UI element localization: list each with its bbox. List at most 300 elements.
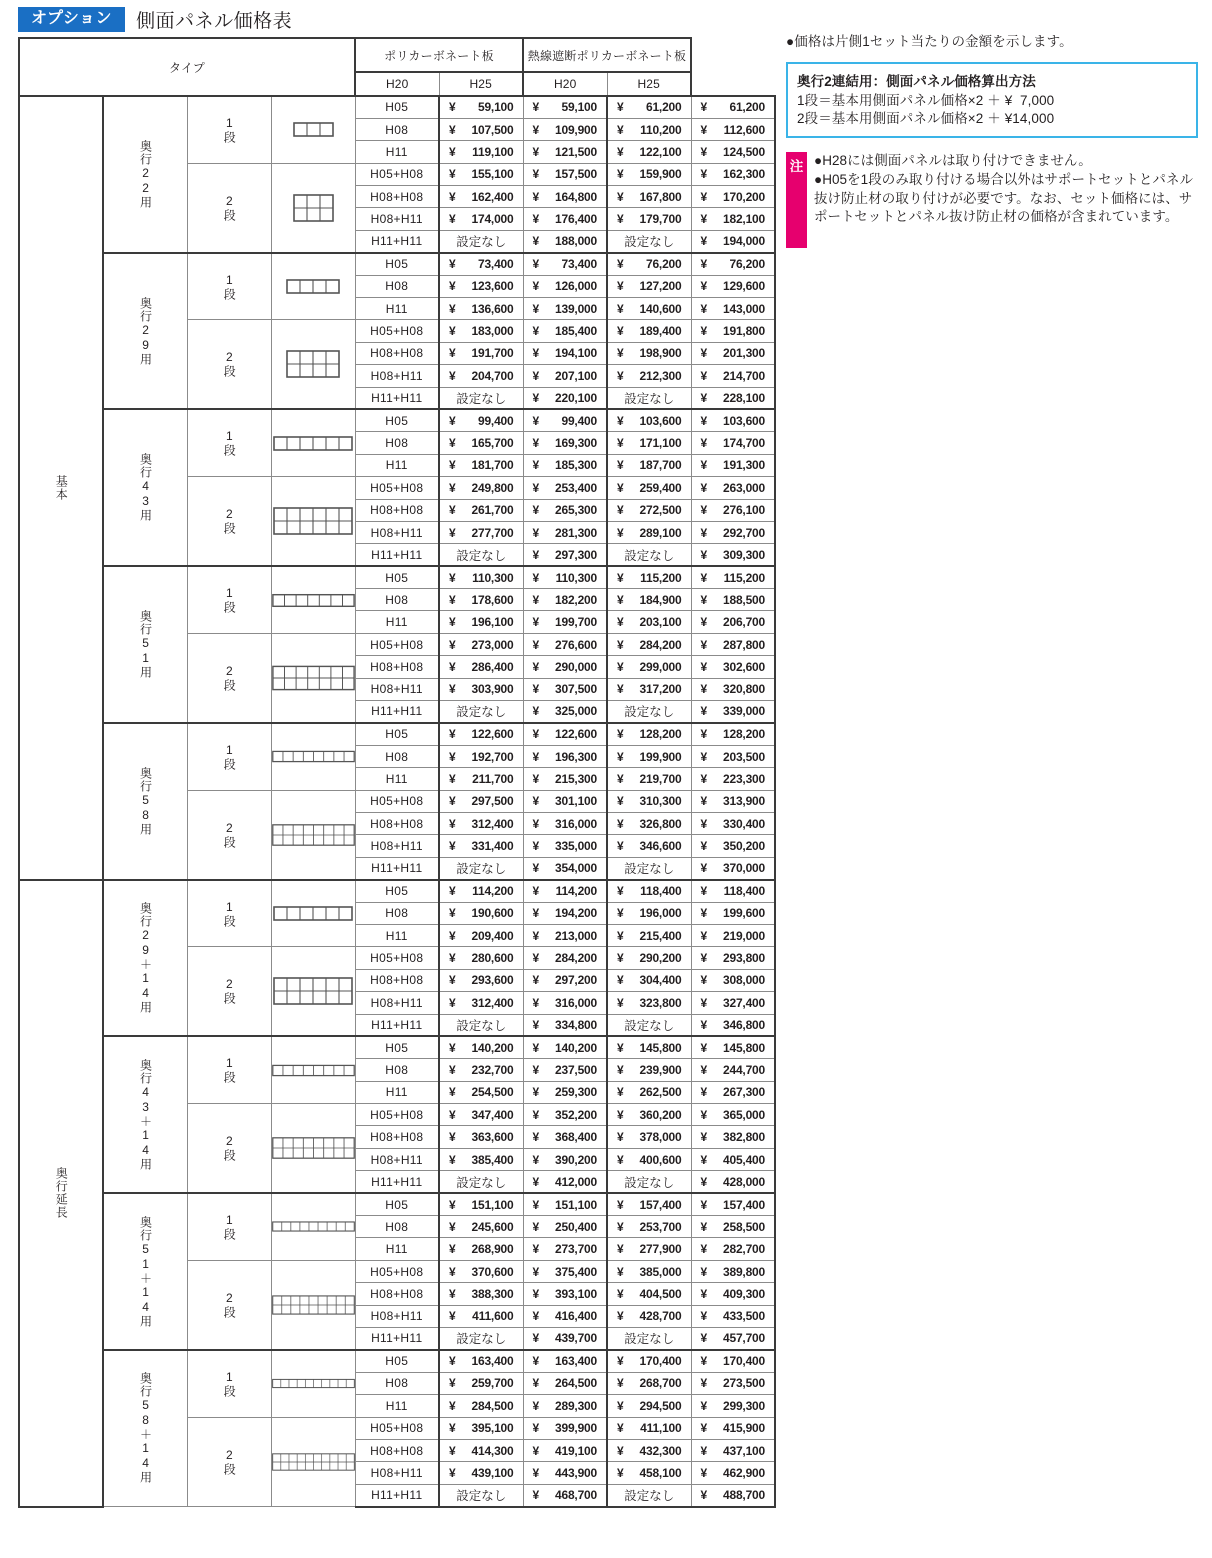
price-cell bbox=[439, 118, 523, 140]
yen-symbol: ¥ bbox=[532, 458, 540, 473]
yen-symbol: ¥ bbox=[700, 1466, 708, 1481]
table-row bbox=[19, 566, 775, 588]
price-amount: 114,200 bbox=[472, 884, 514, 899]
price-cell bbox=[523, 857, 607, 879]
yen-symbol: ¥ bbox=[532, 1040, 540, 1055]
price-cell bbox=[439, 768, 523, 790]
calculation-box-title: 奥行2連結用：側面パネル価格算出方法 bbox=[797, 73, 1036, 89]
price-amount: 181,700 bbox=[471, 458, 514, 473]
height-code-cell: H05 bbox=[355, 409, 439, 431]
yen-symbol: ¥ bbox=[532, 839, 540, 854]
price-cell bbox=[523, 118, 607, 140]
price-amount: 145,800 bbox=[723, 1040, 765, 1055]
price-cell bbox=[439, 633, 523, 655]
panel-grid-icon bbox=[272, 507, 355, 535]
price-cell bbox=[439, 521, 523, 543]
price-cell-unavailable bbox=[439, 857, 523, 879]
no-setting-label: 設定なし bbox=[456, 548, 507, 563]
price-cell bbox=[607, 118, 691, 140]
height-code-cell: H05 bbox=[355, 880, 439, 902]
height-code-cell: H05 bbox=[355, 566, 439, 588]
height-code-cell: H11 bbox=[355, 454, 439, 476]
yen-symbol: ¥ bbox=[532, 1466, 540, 1481]
caution-item bbox=[814, 152, 1198, 171]
price-cell bbox=[523, 1014, 607, 1036]
price-cell bbox=[439, 208, 523, 230]
price-cell bbox=[523, 1238, 607, 1260]
price-cell bbox=[607, 947, 691, 969]
price-cell bbox=[523, 589, 607, 611]
yen-symbol: ¥ bbox=[532, 436, 540, 451]
price-cell bbox=[523, 1171, 607, 1193]
price-cell bbox=[691, 320, 775, 342]
depth-label-cell: 奥行58＋14用 bbox=[103, 1350, 187, 1507]
price-amount: 405,400 bbox=[723, 1152, 765, 1167]
height-code-cell: H05+H08 bbox=[355, 1104, 439, 1126]
yen-symbol: ¥ bbox=[617, 212, 624, 227]
price-cell bbox=[439, 656, 523, 678]
height-code-cell: H05 bbox=[355, 1350, 439, 1372]
price-amount: 170,200 bbox=[723, 189, 765, 204]
panel-figure-1dan bbox=[271, 1036, 355, 1103]
depth-label-cell: 奥行51＋14用 bbox=[103, 1193, 187, 1350]
price-amount: 267,300 bbox=[723, 1085, 765, 1100]
price-cell bbox=[607, 409, 691, 431]
price-amount: 265,300 bbox=[555, 503, 597, 518]
yen-symbol: ¥ bbox=[449, 458, 456, 473]
price-cell bbox=[691, 992, 775, 1014]
price-cell bbox=[691, 1104, 775, 1126]
yen-symbol: ¥ bbox=[617, 884, 624, 899]
yen-symbol: ¥ bbox=[700, 973, 708, 988]
price-cell bbox=[523, 477, 607, 499]
price-cell bbox=[523, 813, 607, 835]
yen-symbol: ¥ bbox=[449, 413, 456, 428]
price-amount: 185,400 bbox=[555, 324, 597, 339]
price-cell bbox=[691, 342, 775, 364]
price-amount: 433,500 bbox=[723, 1309, 765, 1324]
yen-symbol: ¥ bbox=[700, 995, 708, 1010]
yen-symbol: ¥ bbox=[617, 973, 624, 988]
price-cell bbox=[691, 409, 775, 431]
yen-symbol: ¥ bbox=[617, 257, 624, 272]
price-cell bbox=[691, 701, 775, 723]
price-cell bbox=[439, 1193, 523, 1215]
price-cell bbox=[691, 118, 775, 140]
yen-symbol: ¥ bbox=[617, 436, 624, 451]
price-cell bbox=[439, 589, 523, 611]
price-cell bbox=[439, 365, 523, 387]
price-amount: 443,900 bbox=[555, 1466, 597, 1481]
yen-symbol: ¥ bbox=[532, 928, 540, 943]
height-code-cell: H11 bbox=[355, 298, 439, 320]
panel-grid-icon bbox=[272, 436, 355, 451]
price-cell bbox=[607, 924, 691, 946]
yen-symbol: ¥ bbox=[449, 1062, 456, 1077]
price-amount: 432,300 bbox=[639, 1443, 682, 1458]
price-amount: 223,300 bbox=[723, 771, 765, 786]
yen-symbol: ¥ bbox=[532, 1174, 540, 1189]
price-cell bbox=[691, 1036, 775, 1058]
price-cell bbox=[691, 1283, 775, 1305]
price-amount: 307,500 bbox=[555, 682, 597, 697]
price-cell bbox=[691, 1462, 775, 1484]
price-cell bbox=[607, 1081, 691, 1103]
tier-label-cell: 1段 bbox=[187, 1193, 271, 1260]
yen-symbol: ¥ bbox=[532, 1421, 540, 1436]
price-amount: 220,100 bbox=[555, 391, 597, 406]
yen-symbol: ¥ bbox=[700, 413, 708, 428]
price-amount: 109,900 bbox=[555, 122, 597, 137]
yen-symbol: ¥ bbox=[617, 659, 624, 674]
price-cell bbox=[523, 1216, 607, 1238]
yen-symbol: ¥ bbox=[700, 928, 708, 943]
height-code-cell: H08 bbox=[355, 275, 439, 297]
price-cell bbox=[691, 813, 775, 835]
yen-symbol: ¥ bbox=[617, 1130, 624, 1145]
price-amount: 99,400 bbox=[561, 413, 597, 428]
tier-label-cell: 2段 bbox=[187, 633, 271, 723]
price-cell bbox=[523, 566, 607, 588]
yen-symbol: ¥ bbox=[449, 637, 456, 652]
height-code-cell: H05+H08 bbox=[355, 163, 439, 185]
calculation-line-2dan: 2段＝基本用側面パネル価格×2 ＋ ¥14,000 bbox=[797, 111, 1055, 127]
depth-label-cell: 奥行58用 bbox=[103, 723, 187, 880]
price-cell bbox=[523, 208, 607, 230]
price-amount: 170,400 bbox=[639, 1354, 682, 1369]
price-cell bbox=[691, 1327, 775, 1349]
tier-label-cell: 2段 bbox=[187, 947, 271, 1037]
price-cell bbox=[691, 1439, 775, 1461]
yen-symbol: ¥ bbox=[617, 1085, 624, 1100]
yen-symbol: ¥ bbox=[532, 1062, 540, 1077]
height-code-cell: H05+H08 bbox=[355, 790, 439, 812]
price-cell bbox=[691, 768, 775, 790]
yen-symbol: ¥ bbox=[449, 995, 456, 1010]
height-code-cell: H08+H08 bbox=[355, 186, 439, 208]
yen-symbol: ¥ bbox=[449, 592, 456, 607]
yen-symbol: ¥ bbox=[617, 324, 624, 339]
price-cell bbox=[691, 477, 775, 499]
price-amount: 103,600 bbox=[723, 413, 765, 428]
panel-grid-icon bbox=[272, 1219, 355, 1234]
yen-symbol: ¥ bbox=[449, 839, 456, 854]
price-cell bbox=[607, 1417, 691, 1439]
yen-symbol: ¥ bbox=[532, 1443, 540, 1458]
price-amount: 190,600 bbox=[471, 906, 514, 921]
yen-symbol: ¥ bbox=[617, 413, 624, 428]
height-code-cell: H05 bbox=[355, 1193, 439, 1215]
price-cell-unavailable bbox=[439, 230, 523, 252]
price-cell bbox=[691, 924, 775, 946]
yen-symbol: ¥ bbox=[617, 1376, 624, 1391]
price-cell bbox=[523, 611, 607, 633]
yen-symbol: ¥ bbox=[617, 951, 624, 966]
price-cell bbox=[439, 992, 523, 1014]
price-amount: 203,500 bbox=[723, 749, 765, 764]
price-amount: 59,100 bbox=[561, 100, 597, 115]
height-code-cell: H08+H11 bbox=[355, 521, 439, 543]
price-amount: 313,900 bbox=[723, 794, 765, 809]
price-amount: 191,300 bbox=[723, 458, 765, 473]
yen-symbol: ¥ bbox=[532, 727, 540, 742]
panel-figure-1dan bbox=[271, 96, 355, 163]
price-cell bbox=[691, 230, 775, 252]
height-code-cell: H11+H11 bbox=[355, 1014, 439, 1036]
price-cell bbox=[523, 701, 607, 723]
yen-symbol: ¥ bbox=[532, 749, 540, 764]
yen-symbol: ¥ bbox=[617, 682, 624, 697]
price-amount: 214,700 bbox=[723, 368, 765, 383]
price-amount: 129,600 bbox=[723, 279, 765, 294]
price-amount: 316,000 bbox=[555, 816, 597, 831]
price-cell bbox=[691, 275, 775, 297]
yen-symbol: ¥ bbox=[700, 570, 708, 585]
yen-symbol: ¥ bbox=[617, 816, 624, 831]
price-amount: 299,000 bbox=[639, 659, 682, 674]
price-cell bbox=[523, 320, 607, 342]
no-setting-label: 設定なし bbox=[624, 392, 675, 407]
price-cell bbox=[691, 253, 775, 275]
height-code-cell: H08+H11 bbox=[355, 1462, 439, 1484]
yen-symbol: ¥ bbox=[700, 771, 708, 786]
panel-grid-icon bbox=[272, 122, 355, 137]
table-head bbox=[19, 38, 775, 96]
price-cell bbox=[691, 790, 775, 812]
height-code-cell: H11+H11 bbox=[355, 230, 439, 252]
height-code-cell: H08+H11 bbox=[355, 678, 439, 700]
table-row bbox=[19, 723, 775, 745]
yen-symbol: ¥ bbox=[617, 592, 624, 607]
price-amount: 59,100 bbox=[477, 100, 514, 115]
price-cell bbox=[607, 1104, 691, 1126]
price-cell bbox=[523, 409, 607, 431]
price-amount: 219,700 bbox=[639, 771, 682, 786]
price-amount: 388,300 bbox=[471, 1286, 514, 1301]
calculation-line-1dan: 1段＝基本用側面パネル価格×2 ＋ ¥ 7,000 bbox=[797, 92, 1055, 108]
yen-symbol: ¥ bbox=[617, 144, 624, 159]
height-code-cell: H08 bbox=[355, 118, 439, 140]
yen-symbol: ¥ bbox=[532, 1107, 540, 1122]
table-header-row-1 bbox=[19, 38, 775, 72]
yen-symbol: ¥ bbox=[700, 503, 708, 518]
price-amount: 211,700 bbox=[472, 771, 514, 786]
price-cell bbox=[523, 298, 607, 320]
price-amount: 385,000 bbox=[639, 1264, 682, 1279]
panel-grid-icon bbox=[272, 977, 355, 1005]
height-code-cell: H08+H08 bbox=[355, 656, 439, 678]
yen-symbol: ¥ bbox=[617, 100, 624, 115]
price-amount: 201,300 bbox=[723, 346, 765, 361]
yen-symbol: ¥ bbox=[532, 995, 540, 1010]
price-cell bbox=[607, 1439, 691, 1461]
price-cell-unavailable bbox=[439, 701, 523, 723]
price-cell bbox=[691, 141, 775, 163]
yen-symbol: ¥ bbox=[532, 1152, 540, 1167]
yen-symbol: ¥ bbox=[617, 1107, 624, 1122]
yen-symbol: ¥ bbox=[700, 1286, 708, 1301]
panel-figure-1dan bbox=[271, 409, 355, 476]
yen-symbol: ¥ bbox=[700, 951, 708, 966]
price-amount: 273,500 bbox=[723, 1376, 765, 1391]
yen-symbol: ¥ bbox=[449, 1443, 456, 1458]
price-cell bbox=[607, 790, 691, 812]
yen-symbol: ¥ bbox=[700, 906, 708, 921]
price-amount: 293,800 bbox=[723, 951, 765, 966]
depth-label-cell: 奥行51用 bbox=[103, 566, 187, 723]
price-cell bbox=[691, 835, 775, 857]
price-cell bbox=[439, 1104, 523, 1126]
height-code-cell: H08+H11 bbox=[355, 1148, 439, 1170]
yen-symbol: ¥ bbox=[449, 749, 456, 764]
price-cell-unavailable bbox=[607, 701, 691, 723]
height-code-cell: H11+H11 bbox=[355, 1327, 439, 1349]
tier-label-cell: 1段 bbox=[187, 723, 271, 790]
yen-symbol: ¥ bbox=[532, 637, 540, 652]
price-cell bbox=[523, 1059, 607, 1081]
table-body bbox=[19, 96, 775, 1507]
no-setting-label: 設定なし bbox=[456, 1175, 507, 1190]
notes-panel bbox=[786, 33, 1198, 248]
price-amount: 76,200 bbox=[645, 257, 682, 272]
price-amount: 182,100 bbox=[723, 212, 765, 227]
no-setting-label: 設定なし bbox=[456, 235, 507, 250]
price-amount: 462,900 bbox=[723, 1466, 765, 1481]
yen-symbol: ¥ bbox=[532, 1331, 540, 1346]
price-cell bbox=[607, 365, 691, 387]
price-amount: 178,600 bbox=[471, 592, 514, 607]
yen-symbol: ¥ bbox=[449, 928, 456, 943]
price-amount: 334,800 bbox=[555, 1017, 597, 1032]
price-cell bbox=[439, 1350, 523, 1372]
panel-grid-icon bbox=[272, 194, 355, 222]
price-cell bbox=[439, 1036, 523, 1058]
price-amount: 126,000 bbox=[555, 279, 597, 294]
panel-figure-2dan bbox=[271, 1417, 355, 1507]
height-code-cell: H08+H08 bbox=[355, 1126, 439, 1148]
column-header-material-heatcut: 熱線遮断ポリカーボネート板 bbox=[523, 38, 691, 72]
caution-item bbox=[814, 171, 1198, 227]
price-amount: 304,400 bbox=[639, 973, 682, 988]
price-amount: 209,400 bbox=[471, 928, 514, 943]
price-amount: 488,700 bbox=[723, 1488, 765, 1503]
yen-symbol: ¥ bbox=[532, 1264, 540, 1279]
price-amount: 259,700 bbox=[471, 1376, 514, 1391]
price-cell bbox=[523, 768, 607, 790]
yen-symbol: ¥ bbox=[700, 436, 708, 451]
yen-symbol: ¥ bbox=[449, 1264, 456, 1279]
price-amount: 370,000 bbox=[723, 861, 765, 876]
price-amount: 73,400 bbox=[477, 257, 514, 272]
yen-symbol: ¥ bbox=[700, 884, 708, 899]
price-cell bbox=[523, 1462, 607, 1484]
price-amount: 262,500 bbox=[639, 1085, 682, 1100]
price-cell-unavailable bbox=[607, 1171, 691, 1193]
price-cell bbox=[607, 1059, 691, 1081]
price-amount: 110,200 bbox=[640, 122, 682, 137]
yen-symbol: ¥ bbox=[449, 1376, 456, 1391]
price-cell bbox=[607, 835, 691, 857]
yen-symbol: ¥ bbox=[700, 458, 708, 473]
price-cell bbox=[439, 253, 523, 275]
height-code-cell: H05 bbox=[355, 253, 439, 275]
yen-symbol: ¥ bbox=[449, 279, 456, 294]
price-cell bbox=[607, 813, 691, 835]
price-cell bbox=[691, 1395, 775, 1417]
price-cell bbox=[439, 902, 523, 924]
yen-symbol: ¥ bbox=[700, 1309, 708, 1324]
price-cell bbox=[523, 1417, 607, 1439]
tier-label-cell: 1段 bbox=[187, 96, 271, 163]
price-cell bbox=[607, 566, 691, 588]
price-cell bbox=[691, 1260, 775, 1282]
price-cell bbox=[691, 298, 775, 320]
height-code-cell: H05+H08 bbox=[355, 633, 439, 655]
price-amount: 395,100 bbox=[471, 1421, 514, 1436]
yen-symbol: ¥ bbox=[700, 637, 708, 652]
price-cell bbox=[607, 723, 691, 745]
yen-symbol: ¥ bbox=[449, 324, 456, 339]
yen-symbol: ¥ bbox=[449, 771, 456, 786]
panel-figure-2dan bbox=[271, 633, 355, 723]
caution-text-body bbox=[814, 152, 1198, 248]
price-cell bbox=[607, 454, 691, 476]
price-amount: 140,600 bbox=[639, 301, 682, 316]
yen-symbol: ¥ bbox=[617, 301, 624, 316]
price-cell bbox=[691, 1305, 775, 1327]
price-amount: 232,700 bbox=[471, 1062, 514, 1077]
price-cell bbox=[691, 432, 775, 454]
price-amount: 204,700 bbox=[471, 368, 514, 383]
price-cell bbox=[523, 992, 607, 1014]
yen-symbol: ¥ bbox=[449, 727, 456, 742]
yen-symbol: ¥ bbox=[532, 1354, 540, 1369]
price-cell bbox=[439, 1126, 523, 1148]
price-amount: 213,000 bbox=[555, 928, 597, 943]
table-row bbox=[19, 96, 775, 118]
panel-figure-2dan bbox=[271, 1104, 355, 1194]
price-amount: 118,400 bbox=[723, 884, 765, 899]
price-cell-unavailable bbox=[607, 387, 691, 409]
panel-grid-icon bbox=[272, 749, 355, 764]
yen-symbol: ¥ bbox=[532, 861, 540, 876]
caution-mark-icon: 注 bbox=[786, 152, 807, 248]
price-cell bbox=[607, 342, 691, 364]
price-cell bbox=[607, 1462, 691, 1484]
price-cell bbox=[523, 1372, 607, 1394]
price-amount: 309,300 bbox=[723, 547, 765, 562]
price-cell bbox=[691, 589, 775, 611]
yen-symbol: ¥ bbox=[449, 525, 456, 540]
yen-symbol: ¥ bbox=[700, 1085, 708, 1100]
yen-symbol: ¥ bbox=[449, 480, 456, 495]
yen-symbol: ¥ bbox=[617, 189, 624, 204]
price-cell bbox=[523, 1283, 607, 1305]
tier-label-cell: 1段 bbox=[187, 880, 271, 947]
price-amount: 365,000 bbox=[723, 1107, 765, 1122]
yen-symbol: ¥ bbox=[532, 951, 540, 966]
price-cell bbox=[691, 365, 775, 387]
table-row bbox=[19, 253, 775, 275]
price-amount: 414,300 bbox=[471, 1443, 514, 1458]
price-amount: 280,600 bbox=[471, 951, 514, 966]
panel-figure-1dan bbox=[271, 723, 355, 790]
price-cell bbox=[439, 566, 523, 588]
yen-symbol: ¥ bbox=[700, 1040, 708, 1055]
price-amount: 273,700 bbox=[555, 1242, 597, 1257]
price-cell bbox=[439, 454, 523, 476]
depth-label-cell: 奥行43＋14用 bbox=[103, 1036, 187, 1193]
